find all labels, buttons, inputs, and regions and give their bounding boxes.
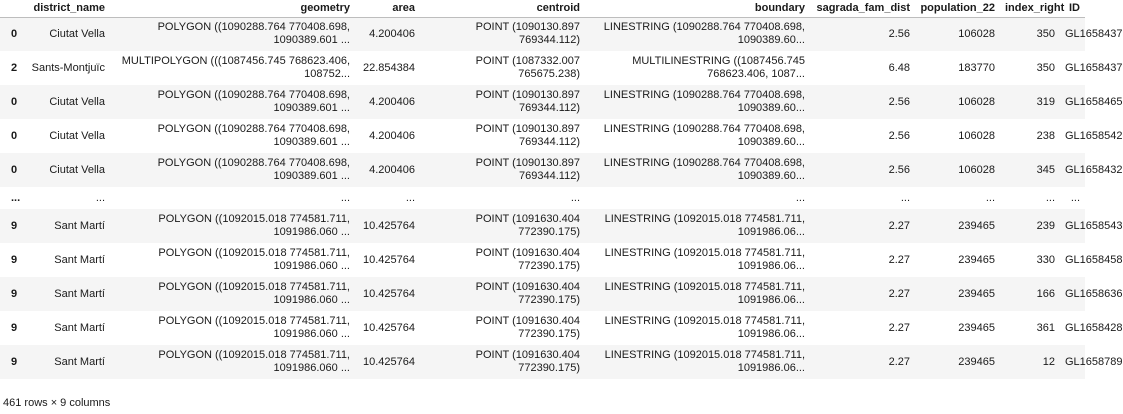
cell-area: 4.200406 xyxy=(369,163,415,176)
column-header-geometry: geometry xyxy=(110,0,355,17)
cell-population-22: 239465 xyxy=(958,219,995,232)
cell-district-name: Sant Martí xyxy=(54,253,105,266)
row-index: 9 xyxy=(11,356,18,368)
cell-area: 10.425764 xyxy=(363,287,415,300)
cell-index-right: 361 xyxy=(1036,321,1055,334)
cell-district-name: Ciutat Vella xyxy=(49,163,105,176)
column-header-sagrada-fam-dist: sagrada_fam_dist xyxy=(810,0,915,17)
cell-district-name: Sant Martí xyxy=(54,355,105,368)
cell-district-name: Sant Martí xyxy=(54,287,105,300)
column-header-district-name: district_name xyxy=(25,0,110,17)
table-row xyxy=(0,153,1085,187)
cell-population-22: 106028 xyxy=(958,129,995,142)
cell-centroid: POINT (1087332.007 765675.238) xyxy=(475,55,580,80)
cell-id: GL1658542 xyxy=(1065,129,1123,142)
cell-population-22: 106028 xyxy=(958,163,995,176)
cell-sagrada-fam-dist: 2.56 xyxy=(888,95,910,108)
cell-id: GL1658432 xyxy=(1065,163,1123,176)
cell-population-22: 239465 xyxy=(958,253,995,266)
table-row xyxy=(0,243,1085,277)
cell-sagrada-fam-dist: 2.27 xyxy=(888,253,910,266)
cell-index-right: 238 xyxy=(1036,129,1055,142)
cell-population-22: 239465 xyxy=(958,355,995,368)
cell-centroid: POINT (1090130.897 769344.112) xyxy=(475,21,580,47)
cell-id: GL1658458 xyxy=(1065,253,1123,266)
cell-geometry: POLYGON ((1092015.018 774581.711, 1091986.060 ... xyxy=(158,213,350,238)
cell-boundary: LINESTRING (1090288.764 770408.698, 1090389.60... xyxy=(603,89,805,114)
cell-index-right: 350 xyxy=(1036,27,1055,40)
row-index: 0 xyxy=(11,130,18,142)
cell-centroid: POINT (1091630.404 772390.175) xyxy=(475,247,580,272)
table-row xyxy=(0,345,1085,379)
table-body xyxy=(0,17,1123,379)
cell-district-name: Sant Martí xyxy=(54,219,105,232)
column-header-population-22: population_22 xyxy=(915,0,1000,17)
cell-boundary: LINESTRING (1092015.018 774581.711, 1091986.06... xyxy=(604,315,805,340)
column-header-area: area xyxy=(355,0,420,17)
cell-index-right: 12 xyxy=(1042,355,1055,368)
cell-area: 10.425764 xyxy=(363,219,415,232)
cell-boundary: MULTILINESTRING ((1087456.745 768623.406, 1087... xyxy=(632,55,805,80)
row-index: 0 xyxy=(11,96,18,108)
cell-sagrada-fam-dist: 2.27 xyxy=(888,219,910,232)
cell-id: GL1658437 xyxy=(1065,61,1123,74)
cell-centroid: POINT (1091630.404 772390.175) xyxy=(475,349,580,374)
cell-sagrada-fam-dist: 2.56 xyxy=(888,163,910,176)
cell-centroid: POINT (1091630.404 772390.175) xyxy=(475,213,580,238)
table-row xyxy=(0,85,1085,119)
cell-centroid: POINT (1090130.897 769344.112) xyxy=(475,123,580,148)
cell-boundary: LINESTRING (1092015.018 774581.711, 1091986.06... xyxy=(604,281,805,306)
cell-population-22: ... xyxy=(985,191,995,204)
cell-boundary: LINESTRING (1090288.764 770408.698, 1090389.60... xyxy=(603,21,805,47)
row-index: 0 xyxy=(11,164,18,176)
cell-id: GL1658465 xyxy=(1065,95,1123,108)
cell-boundary: LINESTRING (1092015.018 774581.711, 1091986.06... xyxy=(604,349,805,374)
cell-id: GL1658543 xyxy=(1065,219,1123,232)
cell-district-name: Ciutat Vella xyxy=(49,95,105,108)
cell-geometry: POLYGON ((1092015.018 774581.711, 1091986.060 ... xyxy=(158,349,350,374)
cell-index-right: 319 xyxy=(1036,95,1055,108)
cell-boundary: LINESTRING (1092015.018 774581.711, 1091986.06... xyxy=(604,213,805,238)
cell-sagrada-fam-dist: 2.27 xyxy=(888,287,910,300)
row-index: 2 xyxy=(11,62,18,74)
cell-geometry: POLYGON ((1090288.764 770408.698, 1090389.601 ... xyxy=(157,157,350,182)
cell-index-right: ... xyxy=(1045,191,1055,204)
cell-sagrada-fam-dist: 2.27 xyxy=(888,321,910,334)
cell-id: GL1658636 xyxy=(1065,287,1123,300)
cell-population-22: 106028 xyxy=(958,27,995,40)
cell-area: 10.425764 xyxy=(363,321,415,334)
cell-sagrada-fam-dist: ... xyxy=(900,191,910,204)
cell-centroid: POINT (1090130.897 769344.112) xyxy=(475,89,580,114)
row-count-footer: 461 rows × 9 columns xyxy=(3,397,111,409)
cell-index-right: 239 xyxy=(1036,219,1055,232)
table-row xyxy=(0,187,1085,209)
table-row xyxy=(0,209,1085,243)
cell-district-name: Sants-Montjuïc xyxy=(31,61,105,74)
cell-id: ... xyxy=(1070,191,1080,204)
cell-district-name: Ciutat Vella xyxy=(49,27,105,40)
cell-sagrada-fam-dist: 2.56 xyxy=(888,129,910,142)
cell-boundary: LINESTRING (1090288.764 770408.698, 1090389.60... xyxy=(603,123,805,148)
cell-index-right: 345 xyxy=(1036,163,1055,176)
cell-area: 4.200406 xyxy=(369,129,415,142)
cell-sagrada-fam-dist: 2.56 xyxy=(888,27,910,40)
table-row xyxy=(0,119,1085,153)
cell-id: GL1658437 xyxy=(1065,27,1123,40)
cell-area: ... xyxy=(405,191,415,204)
cell-index-right: 350 xyxy=(1036,61,1055,74)
cell-boundary: ... xyxy=(795,191,805,204)
cell-id: GL1658789 xyxy=(1065,355,1123,368)
cell-geometry: POLYGON ((1092015.018 774581.711, 1091986.060 ... xyxy=(158,281,350,306)
cell-geometry: POLYGON ((1090288.764 770408.698, 1090389.601 ... xyxy=(157,89,350,114)
table-row xyxy=(0,51,1085,85)
table-row xyxy=(0,277,1085,311)
cell-index-right: 330 xyxy=(1036,253,1055,266)
cell-area: 10.425764 xyxy=(363,355,415,368)
column-header-boundary: boundary xyxy=(585,0,810,17)
cell-boundary: LINESTRING (1090288.764 770408.698, 1090389.60... xyxy=(603,157,805,182)
cell-area: 22.854384 xyxy=(363,61,415,74)
cell-id: GL1658428 xyxy=(1065,321,1123,334)
table-row xyxy=(0,17,1085,51)
cell-geometry: MULTIPOLYGON (((1087456.745 768623.406, 108752... xyxy=(121,55,350,80)
cell-geometry: POLYGON ((1092015.018 774581.711, 1091986.060 ... xyxy=(158,315,350,340)
column-header-index xyxy=(0,0,25,17)
cell-population-22: 239465 xyxy=(958,287,995,300)
cell-population-22: 183770 xyxy=(958,61,995,74)
row-index: 0 xyxy=(11,28,18,41)
cell-centroid: ... xyxy=(570,191,580,204)
row-index: 9 xyxy=(11,220,18,232)
column-header-centroid: centroid xyxy=(420,0,585,17)
row-index: 9 xyxy=(11,322,18,334)
table-row xyxy=(0,311,1085,345)
row-index: 9 xyxy=(11,288,18,300)
header-row xyxy=(0,0,1085,17)
cell-sagrada-fam-dist: 2.27 xyxy=(888,355,910,368)
row-index: ... xyxy=(11,192,21,204)
cell-area: 4.200406 xyxy=(369,27,415,40)
cell-district-name: Ciutat Vella xyxy=(49,129,105,142)
row-index: 9 xyxy=(11,254,18,266)
cell-centroid: POINT (1090130.897 769344.112) xyxy=(475,157,580,182)
cell-index-right: 166 xyxy=(1036,287,1055,300)
column-header-id: ID xyxy=(1060,0,1085,17)
cell-boundary: LINESTRING (1092015.018 774581.711, 1091986.06... xyxy=(604,247,805,272)
column-header-index-right: index_right xyxy=(1000,0,1060,17)
cell-centroid: POINT (1091630.404 772390.175) xyxy=(475,281,580,306)
cell-population-22: 106028 xyxy=(958,95,995,108)
cell-centroid: POINT (1091630.404 772390.175) xyxy=(475,315,580,340)
cell-district-name: ... xyxy=(95,191,105,204)
cell-area: 10.425764 xyxy=(363,253,415,266)
cell-population-22: 239465 xyxy=(958,321,995,334)
cell-district-name: Sant Martí xyxy=(54,321,105,334)
cell-geometry: POLYGON ((1090288.764 770408.698, 1090389.601 ... xyxy=(157,123,350,148)
cell-geometry: ... xyxy=(340,191,350,204)
cell-geometry: POLYGON ((1090288.764 770408.698, 1090389.601 ... xyxy=(157,21,350,47)
cell-geometry: POLYGON ((1092015.018 774581.711, 1091986.060 ... xyxy=(158,247,350,272)
cell-sagrada-fam-dist: 6.48 xyxy=(888,61,910,74)
cell-area: 4.200406 xyxy=(369,95,415,108)
